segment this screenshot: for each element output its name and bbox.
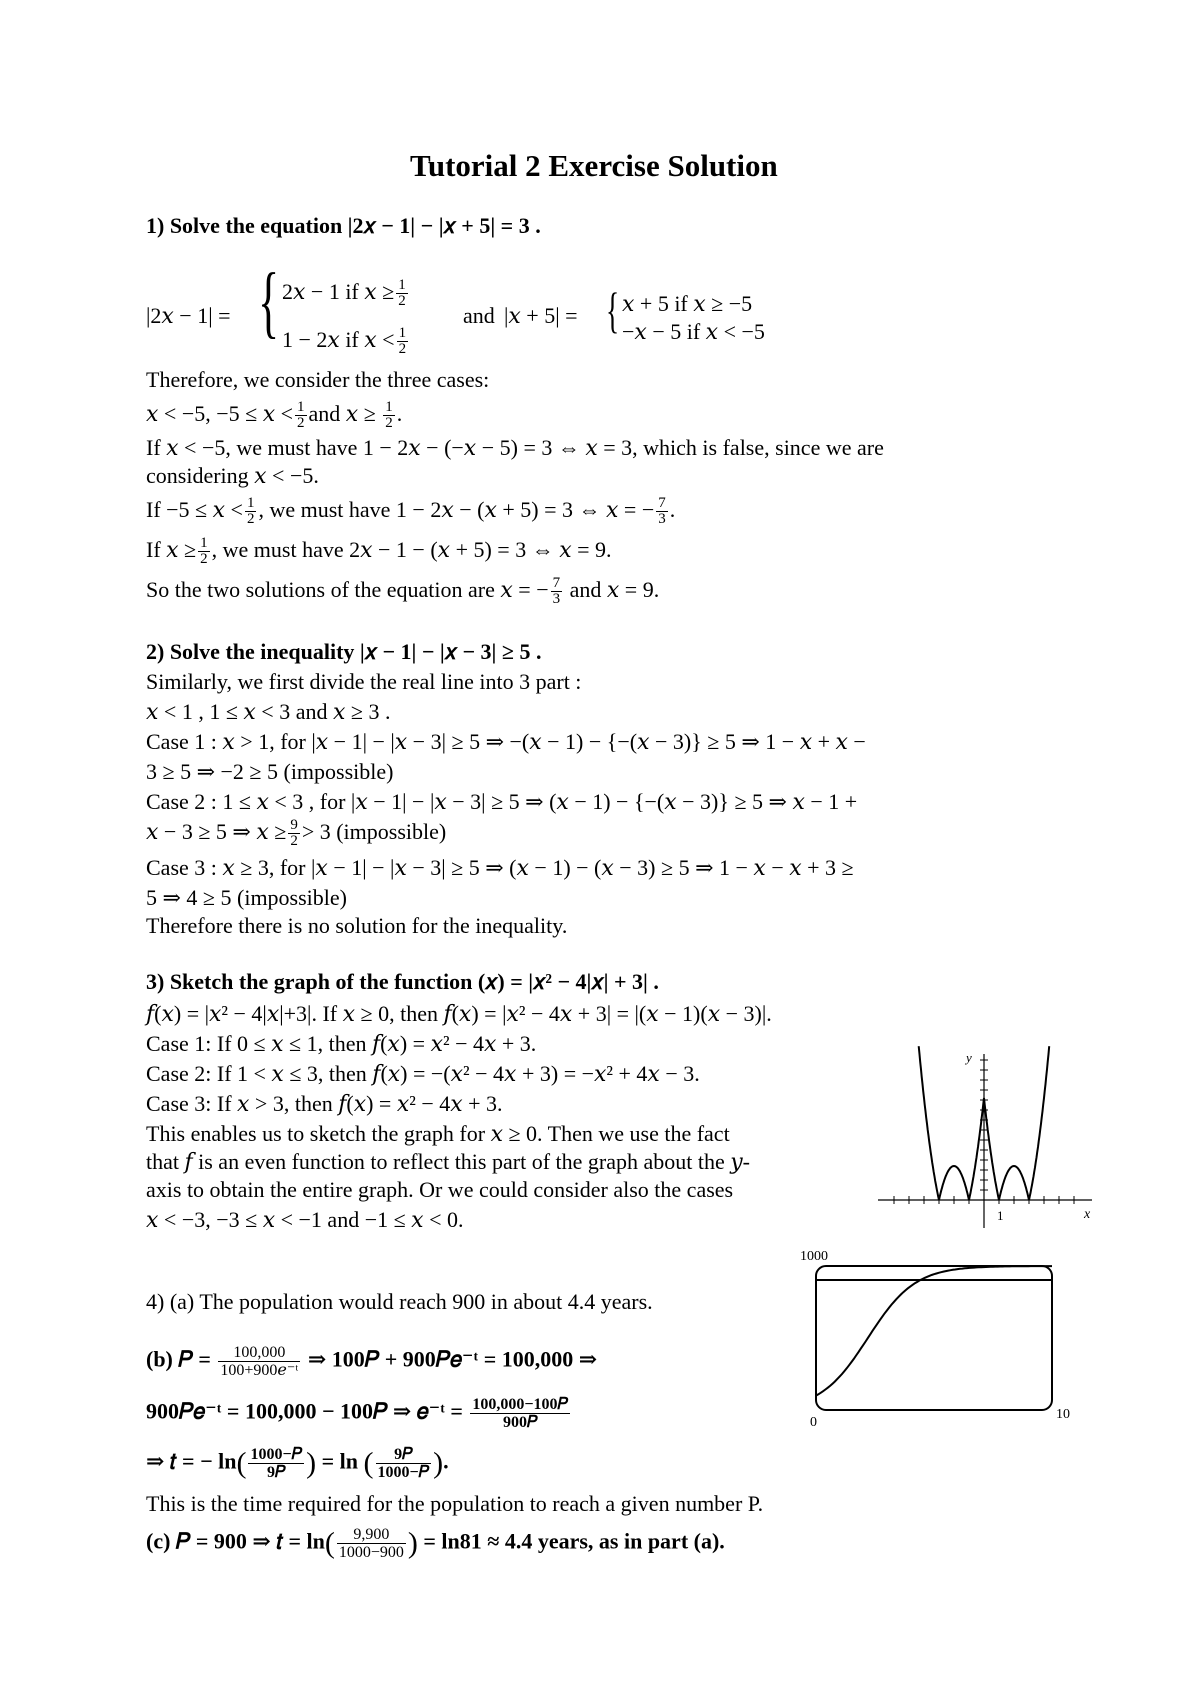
q4-part-b-line-1: (b) 𝑃 = $\frac{100,000}{\text{100+900𝑒⁻ᵗ}}$ ⇒ 100𝑃 + 900𝑃𝑒⁻ᵗ = 100,000 ⇒ — [146, 1344, 598, 1379]
q2-line-4: 3 ≥ 5 ⇒ −2 ≥ 5 (impossible) — [146, 759, 394, 784]
q1-abs-lhs-2: |𝑥 + 5| = — [504, 303, 578, 328]
q4-part-a: 4) (a) The population would reach 900 in about 4.4 years. — [146, 1289, 653, 1314]
q1-and: and — [463, 303, 495, 328]
q4-part-b-line-2: 900𝑃𝑒⁻ᵗ = 100,000 − 100𝑃 ⇒ 𝑒⁻ᵗ = $\frac{\text{100,000−100𝑃}}{\text{900𝑃}}$ — [146, 1396, 569, 1431]
q1-line-4: considering 𝑥 < −5. — [146, 463, 319, 488]
page-title: Tutorial 2 Exercise Solution — [410, 148, 778, 183]
q1-line-2: 𝑥 < −5, −5 ≤ 𝑥 < $\frac{1}{2}$ and 𝑥 ≥ $\frac{1}{2}$ . — [146, 399, 403, 432]
q1-brace-left: { — [258, 258, 280, 346]
chart-logistic-curve — [816, 1266, 1052, 1396]
q3-line-7: axis to obtain the entire graph. Or we could consider also the cases — [146, 1177, 734, 1202]
chart-x-min-label: 0 — [810, 1415, 817, 1426]
q1-heading: 1) Solve the equation |2𝑥 − 1| − |𝑥 + 5| = 3 . — [146, 213, 541, 238]
graph-x-label: x — [1084, 1207, 1091, 1222]
q2-line-1: Similarly, we first divide the real line into 3 part : — [146, 669, 582, 694]
q1-case-d: −𝑥 − 5 if 𝑥 < −5 — [622, 319, 765, 344]
q1-case-a: 2𝑥 − 1 if 𝑥 ≥ $\frac{1}{2}$ — [282, 277, 406, 310]
q1-line-7: So the two solutions of the equation are 𝑥 = − $\frac{7}{3}$ and 𝑥 = 9. — [146, 575, 660, 608]
chart-x-max-label: 10 — [1056, 1407, 1070, 1422]
q2-line-9: Therefore there is no solution for the inequality. — [146, 913, 568, 938]
q3-line-8: 𝑥 < −3, −3 ≤ 𝑥 < −1 and −1 ≤ 𝑥 < 0. — [146, 1207, 464, 1232]
q3-function-graph — [870, 1040, 1100, 1230]
q4-part-c: (c) 𝑃 = 900 ⇒ 𝑡 = ln( $\frac{9,900}{1000-900}$ ) = ln81 ≈ 4.4 years, as in part (a). — [146, 1526, 725, 1561]
q1-line-1: Therefore, we consider the three cases: — [146, 367, 490, 392]
q2-line-7: Case 3 : 𝑥 ≥ 3, for |𝑥 − 1| − |𝑥 − 3| ≥ 5 ⇒ (𝑥 − 1) − (𝑥 − 3) ≥ 5 ⇒ 1 − 𝑥 − 𝑥 + 3 ≥ — [146, 855, 854, 880]
q2-line-2: 𝑥 < 1 , 1 ≤ 𝑥 < 3 and 𝑥 ≥ 3 . — [146, 699, 391, 724]
q1-line-3: If 𝑥 < −5, we must have 1 − 2𝑥 − (−𝑥 − 5) = 3 ⇔ 𝑥 = 3, which is false, since we are — [146, 435, 884, 460]
q3-line-1: 𝑓(𝑥) = |𝑥² − 4|𝑥|+3|. If 𝑥 ≥ 0, then 𝑓(𝑥) = |𝑥² − 4𝑥 + 3| = |(𝑥 − 1)(𝑥 − 3)|. — [146, 1001, 772, 1026]
graph-tick-label: 1 — [997, 1208, 1004, 1223]
q3-heading: 3) Sketch the graph of the function (𝑥) = |𝑥² − 4|𝑥| + 3| . — [146, 969, 659, 994]
q1-abs-lhs: |2𝑥 − 1| = — [146, 303, 231, 328]
chart-y-max-label: 1000 — [800, 1249, 828, 1264]
q1-case-b: 1 − 2𝑥 if 𝑥 < $\frac{1}{2}$ — [282, 325, 407, 358]
q3-line-3: Case 2: If 1 < 𝑥 ≤ 3, then 𝑓(𝑥) = −(𝑥² − 4𝑥 + 3) = −𝑥² + 4𝑥 − 3. — [146, 1061, 700, 1086]
q2-line-5: Case 2 : 1 ≤ 𝑥 < 3 , for |𝑥 − 1| − |𝑥 − 3| ≥ 5 ⇒ (𝑥 − 1) − {−(𝑥 − 3)} ≥ 5 ⇒ 𝑥 − 1 + — [146, 789, 858, 814]
q2-heading: 2) Solve the inequality |𝑥 − 1| − |𝑥 − 3| ≥ 5 . — [146, 639, 542, 664]
q1-line-5: If −5 ≤ 𝑥 < $\frac{1}{2}$ , we must have 1 − 2𝑥 − (𝑥 + 5) = 3 ⇔ 𝑥 = − $\frac{7}{3}$ . — [146, 495, 676, 528]
q3-line-4: Case 3: If 𝑥 > 3, then 𝑓(𝑥) = 𝑥² − 4𝑥 + 3. — [146, 1091, 503, 1116]
q1-case-c: 𝑥 + 5 if 𝑥 ≥ −5 — [622, 291, 753, 316]
q1-brace-right: { — [606, 282, 620, 338]
q3-line-5: This enables us to sketch the graph for 𝑥 ≥ 0. Then we use the fact — [146, 1121, 730, 1146]
q2-line-6: 𝑥 − 3 ≥ 5 ⇒ 𝑥 ≥ $\frac{9}{2}$ > 3 (impossible) — [146, 817, 447, 850]
graph-y-label: y — [966, 1050, 972, 1065]
q1-line-6: If 𝑥 ≥ $\frac{1}{2}$ , we must have 2𝑥 − 1 − (𝑥 + 5) = 3 ⇔ 𝑥 = 9. — [146, 535, 612, 568]
q2-line-8: 5 ⇒ 4 ≥ 5 (impossible) — [146, 885, 347, 910]
q4-part-b-line-3: ⇒ 𝑡 = − ln( $\frac{\text{1000−𝑃}}{\text{9𝑃}}$ ) = ln ( $\frac{\text{9𝑃}}{\text{1000−𝑃}}$ ). — [146, 1446, 449, 1481]
q4-part-b-line-4: This is the time required for the population to reach a given number P. — [146, 1491, 764, 1516]
q4-population-chart — [800, 1246, 1100, 1426]
chart-frame — [816, 1266, 1052, 1410]
q3-line-6: that 𝑓 is an even function to reflect this part of the graph about the 𝑦- — [146, 1149, 750, 1174]
q2-line-3: Case 1 : 𝑥 > 1, for |𝑥 − 1| − |𝑥 − 3| ≥ 5 ⇒ −(𝑥 − 1) − {−(𝑥 − 3)} ≥ 5 ⇒ 1 − 𝑥 + 𝑥 − — [146, 729, 866, 754]
q3-line-2: Case 1: If 0 ≤ 𝑥 ≤ 1, then 𝑓(𝑥) = 𝑥² − 4𝑥 + 3. — [146, 1031, 537, 1056]
